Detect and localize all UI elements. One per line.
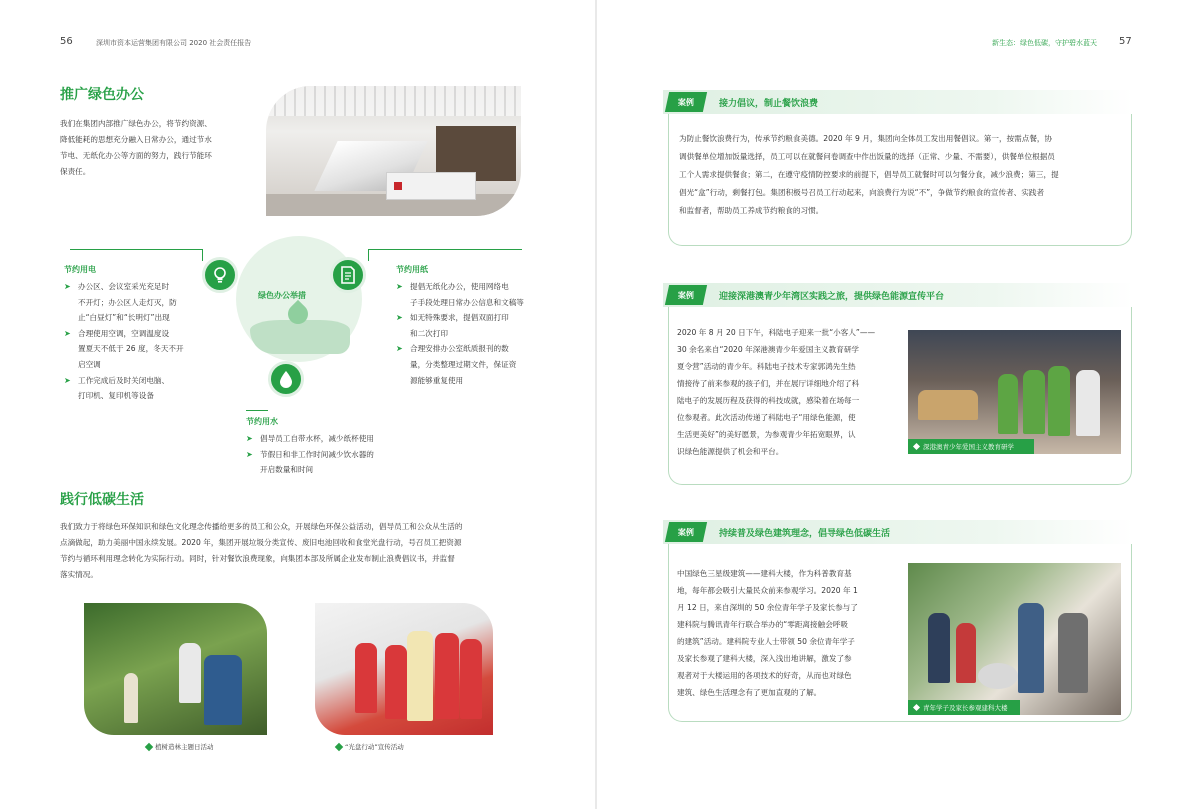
paragraph-line: 观者对于大楼运用的各项技术的好奇，从而也对绿色 [677,671,852,680]
section-title-low-carbon: 践行低碳生活 [60,492,144,508]
diamond-icon [913,704,920,711]
section-title-green-office: 推广绿色办公 [60,87,144,103]
paragraph-line: 我们致力于将绿色环保知识和绿色文化理念传播给更多的员工和公众，开展绿色环保公益活动，倡导员工和公众从生活的 [60,522,463,531]
list-item: ➤ 合理使用空调，空调温度设 置夏天不低于 26 度，冬天不开 启空调 [64,326,214,373]
diamond-icon [335,742,343,750]
paragraph-line: 的建筑”活动。建科院专业人士带领 50 余位青年学子 [677,637,855,646]
paragraph-line: 识绿色能源提供了机会和平台。 [677,447,784,456]
electricity-title: 节约用电 [64,265,96,274]
list-item: ➤ 提倡无纸化办公，使用网络电 子手段处理日常办公信息和文稿等 [396,279,556,310]
electricity-list [64,279,214,404]
page-number: 56 [60,36,73,47]
intro-line: 我们在集团内部推广绿色办公，将节约资源、 [60,119,212,128]
paragraph-line: 2020 年 8 月 20 日下午，科陆电子迎来一批“小客人”—— [677,328,876,337]
case-header [663,90,1133,114]
paragraph-line: 情接待了前来参观的孩子们，并在展厅详细地介绍了科 [677,379,860,388]
paragraph-line: 及家长参观了建科大楼，深入浅出地讲解，激发了参 [677,654,852,663]
case-paragraph [679,130,1129,220]
diagram-center-label: 绿色办公举措 [258,291,306,300]
case-title: 接力倡议，制止餐饮浪费 [719,98,819,109]
paragraph-line: 点滴做起，助力美丽中国永续发展。2020 年，集团开展垃圾分类宣传、废旧电池回收和食堂光盘行动，号召员工把资源 [60,538,462,547]
list-item: ➤ 办公区、会议室采光充足时 不开灯；办公区人走灯灭，防 止“白昼灯”和“长明灯”出现 [64,279,214,326]
list-item: ➤ 工作完成后及时关闭电脑、 打印机、复印机等设备 [64,373,214,404]
list-item: ➤ 如无特殊要求，提倡双面打印 和二次打印 [396,310,556,341]
connector-line [202,249,203,261]
case-title: 持续普及绿色建筑理念，倡导绿色低碳生活 [719,528,891,539]
case-title: 迎接深港澳青少年湾区实践之旅，提供绿色能源宣传平台 [719,291,945,302]
office-lobby-photo [266,86,521,216]
connector-line [70,249,202,250]
paper-list [396,279,556,388]
photo-caption: 深港澳青少年爱国主义教育研学 [908,439,1034,454]
photo-caption: 植树造林主题日活动 [146,742,214,751]
paragraph-line: 调供餐单位增加饭量选择，员工可以在就餐问卷调查中作出饭量的选择（正常、少量、不需要），供餐单位根据员 [679,152,1055,161]
intro-line: 节电、无纸化办公等方面的努力，践行节能环 [60,151,212,160]
building-visit-photo [908,563,1121,715]
paragraph-line: 月 12 日，来自深圳的 50 余位青年学子及家长参与了 [677,603,858,612]
case-tag: 案例 [665,285,707,305]
water-drop-icon [268,361,304,397]
water-title: 节约用水 [246,417,278,426]
water-list [246,431,416,478]
paragraph-line: 为防止餐饮浪费行为，传承节约粮食美德。2020 年 9 月，集团向全体员工发出用餐倡议。第一，按需点餐，协 [679,134,1053,143]
youth-visit-photo [908,330,1121,454]
case-tag: 案例 [665,92,707,112]
photo-caption: 青年学子及家长参观建科大楼 [908,700,1020,715]
paragraph-line: 中国绿色三星级建筑——建科大楼，作为科普教育基 [677,569,852,578]
case-tag: 案例 [665,522,707,542]
list-item: ➤ 合理安排办公室纸质报刊的数 量，分类整理过期文件，保证资 源能够重复使用 [396,341,556,388]
right-page [597,0,1192,809]
case-header [663,520,1133,544]
chapter-header: 新生态：绿色低碳，守护碧水蓝天 [992,39,1097,47]
paragraph-line: 陆电子的发展历程及获得的科技成就，感染着在场每一 [677,396,860,405]
left-page [0,0,595,809]
clean-plate-campaign-photo [315,603,493,735]
paragraph-line: 夏令营”活动的青少年。科陆电子技术专家郭鸿先生热 [677,362,856,371]
paragraph-line: 生活更美好”的美好愿景，为参观青少年拓宽眼界，认 [677,430,856,439]
case-header [663,283,1133,307]
low-carbon-paragraph [60,519,540,583]
paragraph-line: 工个人需求提供餐食；第二，在遵守疫情防控要求的前提下，倡导员工就餐时可以匀餐分食，减少浪费；第三，提 [679,170,1059,179]
paragraph-line: 节约与循环利用理念转化为实际行动。同时，针对餐饮浪费现象，向集团本部及所属企业发布制止浪费倡议书，并监督 [60,554,455,563]
connector-line [246,410,268,411]
paragraph-line: 30 余名来自“2020 年深港澳青少年爱国主义教育研学 [677,345,860,354]
intro-line: 保责任。 [60,167,91,176]
paragraph-line: 落实情况。 [60,570,98,579]
case-paragraph [677,324,902,460]
green-office-intro [60,116,260,180]
list-item: ➤ 节假日和非工作时间减少饮水器的 开启数量和时间 [246,447,416,478]
list-item: ➤ 倡导员工自带水杯，减少纸杯使用 [246,431,416,447]
paragraph-line: 和监督者，帮助员工养成节约粮食的习惯。 [679,206,824,215]
case-paragraph [677,565,902,701]
diamond-icon [913,443,920,450]
connector-line [368,249,369,261]
hand-illustration [250,320,350,354]
paragraph-line: 建筑、绿色生活理念有了更加直观的了解。 [677,688,822,697]
paper-title: 节约用纸 [396,265,428,274]
paragraph-line: 地，每年都会吸引大量民众前来参观学习。2020 年 1 [677,586,858,595]
intro-line: 降低能耗的思想充分融入日常办公，通过节水 [60,135,212,144]
page-number: 57 [1119,36,1132,47]
connector-line [368,249,522,250]
paragraph-line: 倡光“盒”行动，剩餐打包。集团积极号召员工行动起来，向浪费行为说“不”，争做节约粮食的宣传者、实践者 [679,188,1045,197]
document-icon [330,257,366,293]
tree-planting-photo [84,603,267,735]
paragraph-line: 建科院与腾讯青年行联合举办的“零距离接触会呼吸 [677,620,848,629]
diamond-icon [145,742,153,750]
paragraph-line: 位参观者。此次活动传递了科陆电子“用绿色能源，使 [677,413,856,422]
report-header: 深圳市资本运营集团有限公司 2020 社会责任报告 [96,39,252,47]
photo-caption: “光盘行动”宣传活动 [336,742,404,751]
